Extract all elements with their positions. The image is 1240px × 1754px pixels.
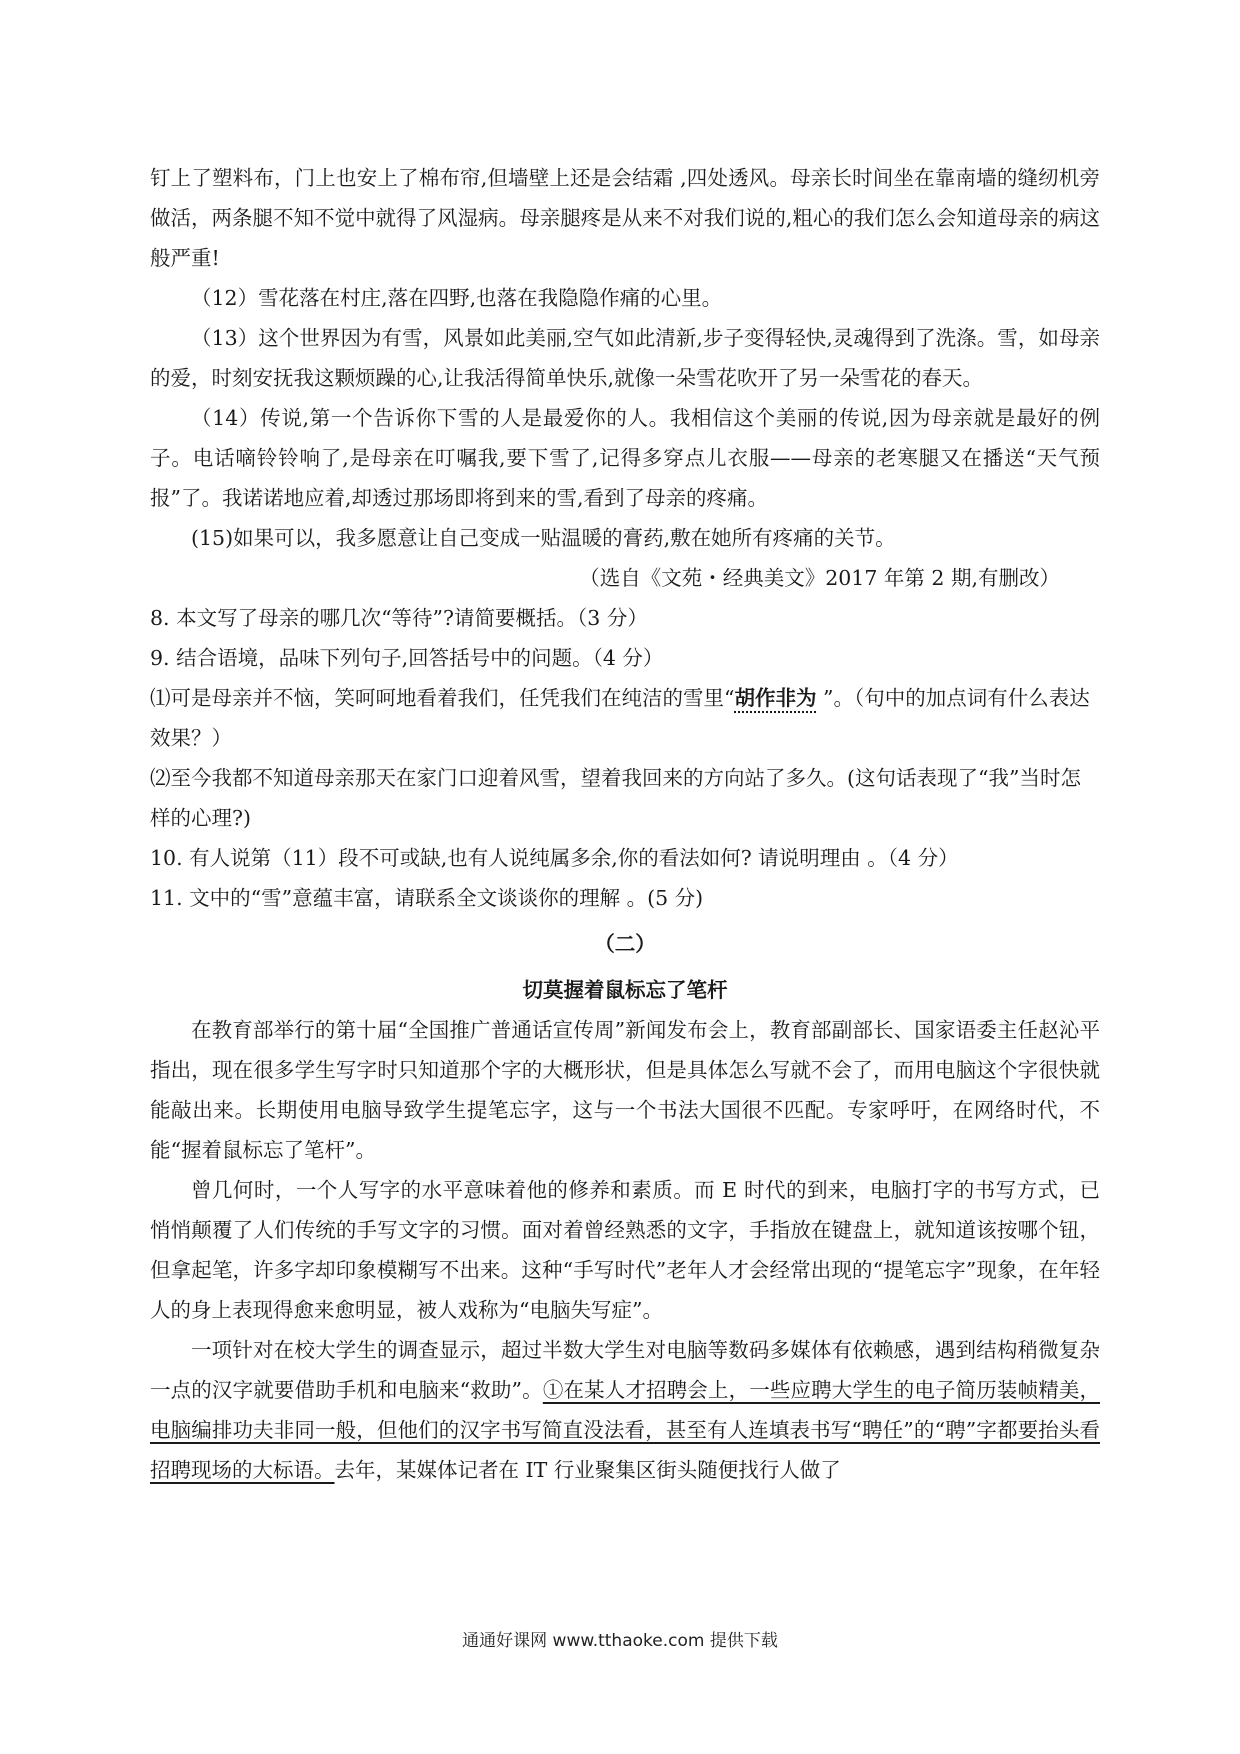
- question-10: 10. 有人说第（11）段不可或缺,也有人说纯属多余,你的看法如何? 请说明理由 。（4 分）: [150, 846, 959, 870]
- section-heading: （二）: [594, 932, 656, 956]
- q9-1-text-before: ⑴可是母亲并不恼，笑呵呵地看着我们，任凭我们在纯洁的雪里“: [150, 686, 735, 710]
- a3-text-before: 一项针对在校大学生的调查显示，超过半数大学生对电脑等数码多媒体有依赖感，遇到结构稍微复杂一点的汉字就要借助手机和电脑来“救助”。: [150, 1338, 1100, 1402]
- paragraph-13: （13）这个世界因为有雪，风景如此美丽,空气如此清新,步子变得轻快,灵魂得到了洗涤。雪，如母亲的爱，时刻安抚我这颗烦躁的心,让我活得简单快乐,就像一朵雪花吹开了另一朵雪花的春天。: [150, 326, 1100, 390]
- paragraph-14: （14）传说,第一个告诉你下雪的人是最爱你的人。我相信这个美丽的传说,因为母亲就是最好的例子。电话嘀铃铃响了,是母亲在叮嘱我,要下雪了,记得多穿点儿衣服——母亲的老寒腿又在播送“天气预报”了。我诺诺地应着,却透过那场即将到来的雪,看到了母亲的疼痛。: [150, 406, 1100, 510]
- page-content: [150, 158, 1100, 1490]
- q9-1-dotted-word: 胡作非为: [734, 686, 817, 710]
- paragraph-12: （12）雪花落在村庄,落在四野,也落在我隐隐作痛的心里。: [191, 286, 723, 310]
- article-paragraph-1: 在教育部举行的第十届“全国推广普通话宣传周”新闻发布会上，教育部副部长、国家语委主任赵沁平指出，现在很多学生写字时只知道那个字的大概形状，但是具体怎么写就不会了，而用电脑这个字很快就能敲出来。长期使用电脑导致学生提笔忘字，这与一个书法大国很不匹配。专家呼吁，在网络时代，不能“握着鼠标忘了笔杆”。: [150, 1018, 1100, 1162]
- question-9-part-2: ⑵至今我都不知道母亲那天在家门口迎着风雪，望着我回来的方向站了多久。(这句话表现了“我”当时怎样的心理?): [150, 766, 1081, 830]
- article-paragraph-3: [150, 1330, 1100, 1490]
- question-9-part-1: [150, 678, 1100, 758]
- article-paragraph-2: 曾几何时，一个人写字的水平意味着他的修养和素质。而 E 时代的到来，电脑打字的书写方式，已悄悄颠覆了人们传统的手写文字的习惯。面对着曾经熟悉的文字，手指放在键盘上，就知道该按哪个钮，但拿起笔，许多字却印象模糊写不出来。这种“手写时代”老年人才会经常出现的“提笔忘字”现象，在年轻人的身上表现得愈来愈明显，被人戏称为“电脑失写症”。: [150, 1178, 1100, 1322]
- page-footer: 通通好课网 www.tthaoke.com 提供下载: [462, 1631, 778, 1651]
- paragraph-15: (15)如果可以，我多愿意让自己变成一贴温暖的膏药,敷在她所有疼痛的关节。: [191, 526, 896, 550]
- question-9: 9. 结合语境，品味下列句子,回答括号中的问题。（4 分）: [150, 646, 664, 670]
- article-title: 切莫握着鼠标忘了笔杆: [522, 978, 728, 1002]
- paragraph-continuation: 钉上了塑料布，门上也安上了棉布帘,但墙壁上还是会结霜 ,四处透风。母亲长时间坐在靠南墙的缝纫机旁做活，两条腿不知不觉中就得了风湿病。母亲腿疼是从来不对我们说的,粗心的我们怎么会知道母亲的病这般严重!: [150, 166, 1100, 270]
- question-11: 11. 文中的“雪”意蕴丰富，请联系全文谈谈你的理解 。(5 分): [150, 886, 704, 910]
- a3-underlined-sentence: ①在某人才招聘会上，一些应聘大学生的电子简历装帧精美，电脑编排功夫非同一般，但他们的汉字书写简直没法看，甚至有人连填表书写“聘任”的“聘”字都要抬头看招聘现场的大标语。: [150, 1378, 1101, 1482]
- question-8: 8. 本文写了母亲的哪几次“等待”?请简要概括。（3 分）: [150, 606, 648, 630]
- a3-text-after: 去年，某媒体记者在 IT 行业聚集区街头随便找行人做了: [334, 1458, 841, 1482]
- q9-1-text-after: ”。（句中的加点词有什么表达效果？）: [150, 686, 1090, 750]
- source-citation: （选自《文苑・经典美文》2017 年第 2 期,有删改）: [579, 566, 1060, 590]
